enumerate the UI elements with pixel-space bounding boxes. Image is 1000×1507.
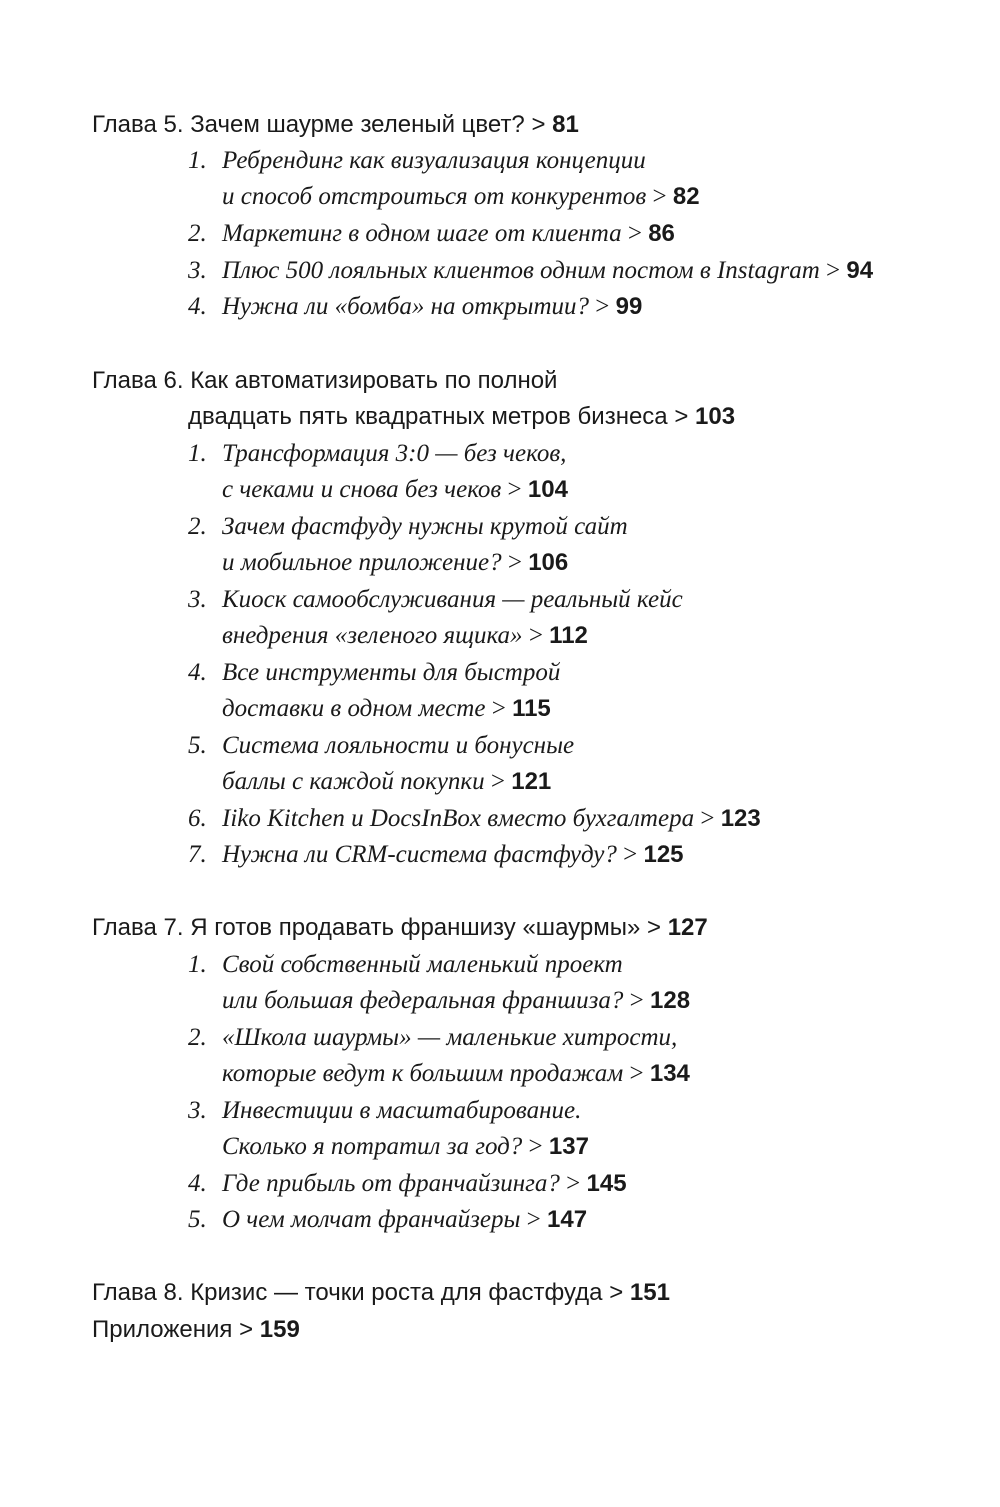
entry-title: или большая федеральная франшиза? [222, 987, 624, 1014]
chapter-label: Глава 5. [92, 111, 184, 138]
chapter-6-heading-continued [188, 402, 735, 432]
page-arrow: > [491, 695, 506, 722]
entry-title: Система лояльности и бонусные [222, 732, 575, 759]
page-number: 137 [548, 1133, 589, 1160]
chapter-title: Зачем шаурме зеленый цвет? [190, 111, 525, 138]
entry-number: 5. [188, 1206, 207, 1233]
toc-entry-continued [222, 1132, 589, 1162]
entry-title: Нужна ли «бомба» на открытии? [222, 293, 590, 320]
page-number: 106 [528, 549, 569, 576]
entry-number: 1. [188, 951, 207, 978]
page-arrow: > [531, 111, 546, 138]
toc-entry-continued [222, 767, 551, 797]
entry-number: 3. [188, 257, 207, 284]
entry-title: Инвестиции в масштабирование. [222, 1097, 582, 1124]
entry-title: Трансформация 3:0 — без чеков, [222, 440, 567, 467]
entry-title: внедрения «зеленого ящика» [222, 622, 523, 649]
entry-title: Нужна ли CRM-система фастфуду? [222, 841, 617, 868]
entry-number: 2. [188, 513, 207, 540]
page-number: 81 [552, 111, 579, 138]
page-number: 128 [650, 987, 691, 1014]
entry-title: Киоск самообслуживания — реальный кейс [222, 586, 683, 613]
entry-number: 5. [188, 732, 207, 759]
entry-number: 1. [188, 440, 207, 467]
entry-number: 7. [188, 841, 207, 868]
chapter-5-heading [92, 110, 579, 140]
entry-title: Где прибыль от франчайзинга? [222, 1170, 560, 1197]
page-arrow: > [826, 257, 841, 284]
appendix-title: Приложения [92, 1316, 233, 1343]
entry-title: «Школа шаурмы» — маленькие хитрости, [222, 1024, 678, 1051]
page-number: 127 [667, 914, 708, 941]
chapter-label: Глава 6. [92, 367, 184, 394]
page-number: 147 [547, 1206, 588, 1233]
page-number: 145 [586, 1170, 627, 1197]
toc-entry-continued [222, 986, 690, 1016]
entry-number: 3. [188, 1097, 207, 1124]
entry-number: 1. [188, 147, 207, 174]
page-number: 121 [511, 768, 552, 795]
page-arrow: > [528, 622, 543, 649]
chapter-6-heading [92, 366, 557, 396]
page-arrow: > [528, 1133, 543, 1160]
page-arrow: > [609, 1279, 624, 1306]
entry-title: Iiko Kitchen и DocsInBox вместо бухгалтера [222, 805, 695, 832]
page-number: 82 [672, 183, 700, 210]
page-number: 134 [649, 1060, 690, 1087]
entry-title: Сколько я потратил за год? [222, 1133, 523, 1160]
entry-title: Зачем фастфуду нужны крутой сайт [222, 513, 628, 540]
page-arrow: > [507, 476, 522, 503]
page-arrow: > [623, 841, 638, 868]
page-arrow: > [629, 987, 644, 1014]
entry-number: 3. [188, 586, 207, 613]
entry-title: Ребрендинг как визуализация концепции [222, 147, 646, 174]
page-number: 125 [643, 841, 684, 868]
page-arrow: > [647, 914, 662, 941]
page-number: 123 [720, 805, 761, 832]
page-number: 99 [615, 293, 643, 320]
page-arrow: > [566, 1170, 581, 1197]
entry-number: 4. [188, 1170, 207, 1197]
chapter-title: двадцать пять квадратных метров бизнеса [188, 403, 668, 430]
entry-title: баллы с каждой покупки [222, 768, 485, 795]
entry-title: О чем молчат франчайзеры [222, 1206, 521, 1233]
appendix-heading [92, 1315, 300, 1345]
chapter-8-heading [92, 1278, 670, 1308]
toc-entry-continued [222, 621, 588, 651]
chapter-title: Кризис — точки роста для фастфуда [190, 1279, 603, 1306]
toc-entry-continued [222, 475, 568, 505]
entry-title: и мобильное приложение? [222, 549, 502, 576]
page-number: 86 [648, 220, 675, 247]
page-arrow: > [627, 220, 642, 247]
entry-number: 4. [188, 659, 207, 686]
page-arrow: > [652, 183, 667, 210]
page-number: 151 [629, 1279, 670, 1306]
entry-number: 2. [188, 1024, 207, 1051]
entry-number: 2. [188, 220, 207, 247]
page-arrow: > [629, 1060, 644, 1087]
toc-entry-continued [222, 1059, 690, 1089]
chapter-7-heading [92, 913, 708, 943]
page-number: 103 [695, 403, 736, 430]
page-arrow: > [674, 403, 689, 430]
toc-entry-continued [222, 548, 568, 578]
page-arrow: > [239, 1316, 254, 1343]
chapter-title: Я готов продавать франшизу «шаурмы» [190, 914, 641, 941]
page-arrow: > [700, 805, 715, 832]
chapter-title: Как автоматизировать по полной [190, 367, 558, 394]
entry-title: Маркетинг в одном шаге от клиента [222, 220, 622, 247]
page-number: 112 [549, 622, 588, 649]
page-arrow: > [507, 549, 522, 576]
page-number: 115 [512, 695, 551, 722]
entry-title: и способ отстроиться от конкурентов [222, 183, 647, 210]
page-arrow: > [526, 1206, 541, 1233]
entry-title: с чеками и снова без чеков [222, 476, 502, 503]
page-number: 159 [259, 1316, 300, 1343]
entry-number: 6. [188, 805, 207, 832]
entry-title: Плюс 500 лояльных клиентов одним постом в Instagram [222, 257, 820, 284]
entry-title: Свой собственный маленький проект [222, 951, 623, 978]
page-arrow: > [490, 768, 505, 795]
entry-title: которые ведут к большим продажам [222, 1060, 624, 1087]
toc-entry-continued [222, 182, 700, 212]
page-number: 94 [846, 257, 874, 284]
page-arrow: > [595, 293, 610, 320]
page-number: 104 [527, 476, 568, 503]
toc-entry-continued [222, 694, 551, 724]
chapter-label: Глава 7. [92, 914, 184, 941]
entry-title: доставки в одном месте [222, 695, 486, 722]
entry-number: 4. [188, 293, 207, 320]
chapter-label: Глава 8. [92, 1279, 184, 1306]
entry-title: Все инструменты для быстрой [222, 659, 561, 686]
